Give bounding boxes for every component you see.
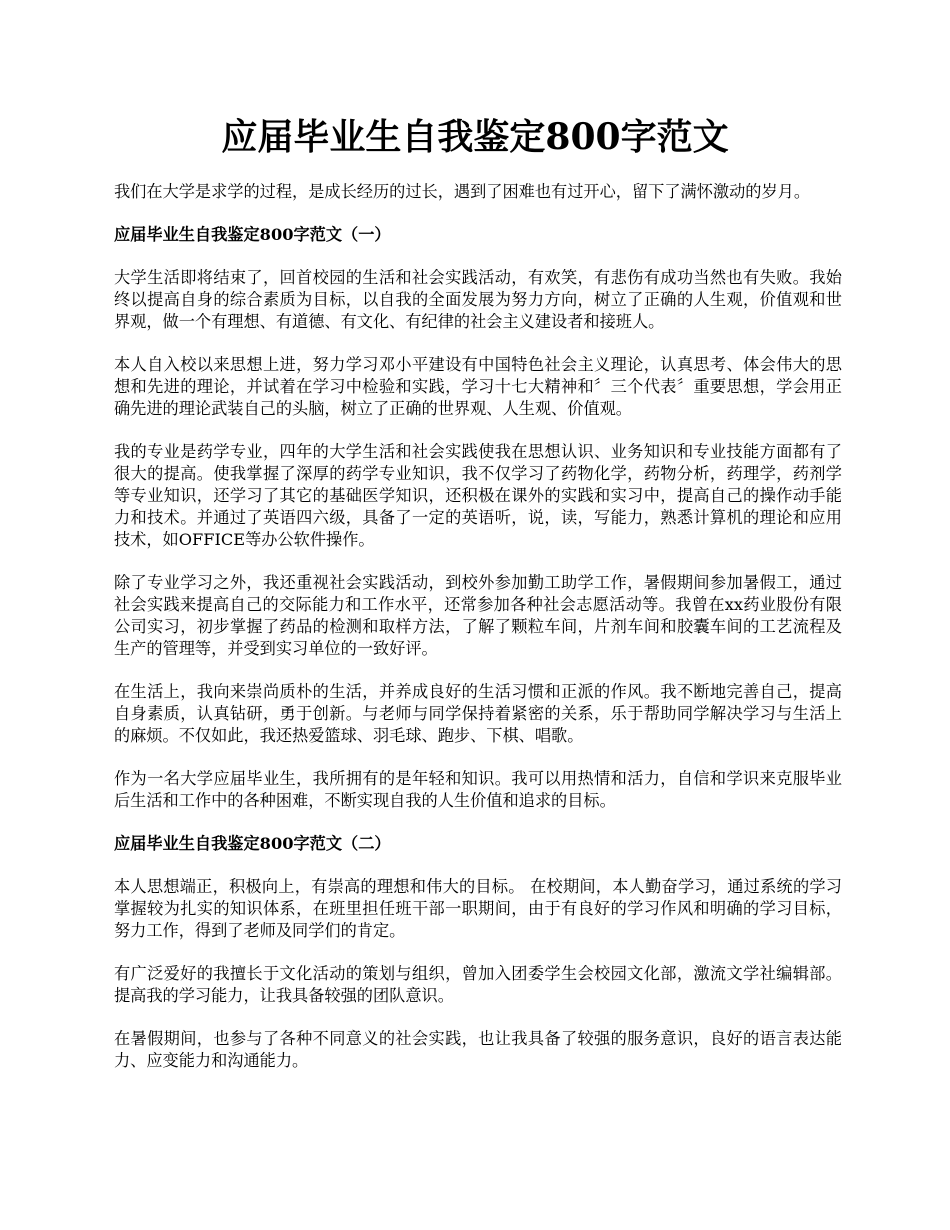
body-paragraph: 本人自入校以来思想上进，努力学习邓小平建设有中国特色社会主义理论，认真思考、体会伟大的思想和先进的理论，并试着在学习中检验和实践，学习十七大精神和〞三个代表〞重要思想，学会用正确先进的理论武装自己的头脑，树立了正确的世界观、人生观、价值观。 [114, 355, 842, 418]
body-paragraph: 作为一名大学应届毕业生，我所拥有的是年轻和知识。我可以用热情和活力，自信和学识来克服毕业后生活和工作中的各种困难，不断实现自我的人生价值和追求的目标。 [114, 769, 842, 810]
body-paragraph: 本人思想端正，积极向上，有崇高的理想和伟大的目标。 在校期间，本人勤奋学习，通过系统的学习掌握较为扎实的知识体系，在班里担任班干部一职期间，由于有良好的学习作风和明确的学习目标，努力工作，得到了老师及同学们的肯定。 [114, 877, 842, 940]
body-paragraph: 我的专业是药学专业，四年的大学生活和社会实践使我在思想认识、业务知识和专业技能方面都有了很大的提高。使我掌握了深厚的药学专业知识，我不仅学习了药物化学，药物分析，药理学，药剂学等专业知识，还学习了其它的基础医学知识，还积极在课外的实践和实习中，提高自己的操作动手能力和技术。并通过了英语四六级，具备了一定的英语听，说，读，写能力，熟悉计算机的理论和应用技术，如OFFICE等办公软件操作。 [114, 442, 842, 549]
document-title: 应届毕业生自我鉴定800字范文 [221, 116, 729, 158]
document-body [114, 181, 842, 1093]
section-one [114, 224, 842, 812]
body-paragraph: 在生活上，我向来崇尚质朴的生活，并养成良好的生活习惯和正派的作风。我不断地完善自己，提高自身素质，认真钻研，勇于创新。与老师与同学保持着紧密的关系，乐于帮助同学解决学习与生活上的麻烦。不仅如此，我还热爱篮球、羽毛球、跑步、下棋、唱歌。 [114, 682, 842, 745]
body-paragraph: 大学生活即将结束了，回首校园的生活和社会实践活动，有欢笑，有悲伤有成功当然也有失败。我始终以提高自身的综合素质为目标，以自我的全面发展为努力方向，树立了正确的人生观，价值观和世界观，做一个有理想、有道德、有文化、有纪律的社会主义建设者和接班人。 [114, 268, 842, 331]
intro-paragraph: 我们在大学是求学的过程，是成长经历的过长，遇到了困难也有过开心，留下了满怀激动的岁月。 [114, 182, 811, 201]
body-paragraph: 除了专业学习之外，我还重视社会实践活动，到校外参加勤工助学工作，暑假期间参加暑假工，通过社会实践来提高自己的交际能力和工作水平，还常参加各种社会志愿活动等。我曾在xx药业股份有限公司实习，初步掌握了药品的检测和取样方法，了解了颗粒车间，片剂车间和胶囊车间的工艺流程及生产的管理等，并受到实习单位的一致好评。 [114, 573, 842, 658]
section-heading: 应届毕业生自我鉴定800字范文（二） [114, 834, 391, 853]
body-paragraph: 在暑假期间，也参与了各种不同意义的社会实践，也让我具备了较强的服务意识，良好的语言表达能力、应变能力和沟通能力。 [114, 1029, 842, 1070]
section-heading: 应届毕业生自我鉴定800字范文（一） [114, 225, 391, 244]
body-paragraph: 有广泛爱好的我擅长于文化活动的策划与组织，曾加入团委学生会校园文化部，激流文学社编辑部。提高我的学习能力，让我具备较强的团队意识。 [114, 964, 842, 1005]
section-two [114, 833, 842, 1072]
